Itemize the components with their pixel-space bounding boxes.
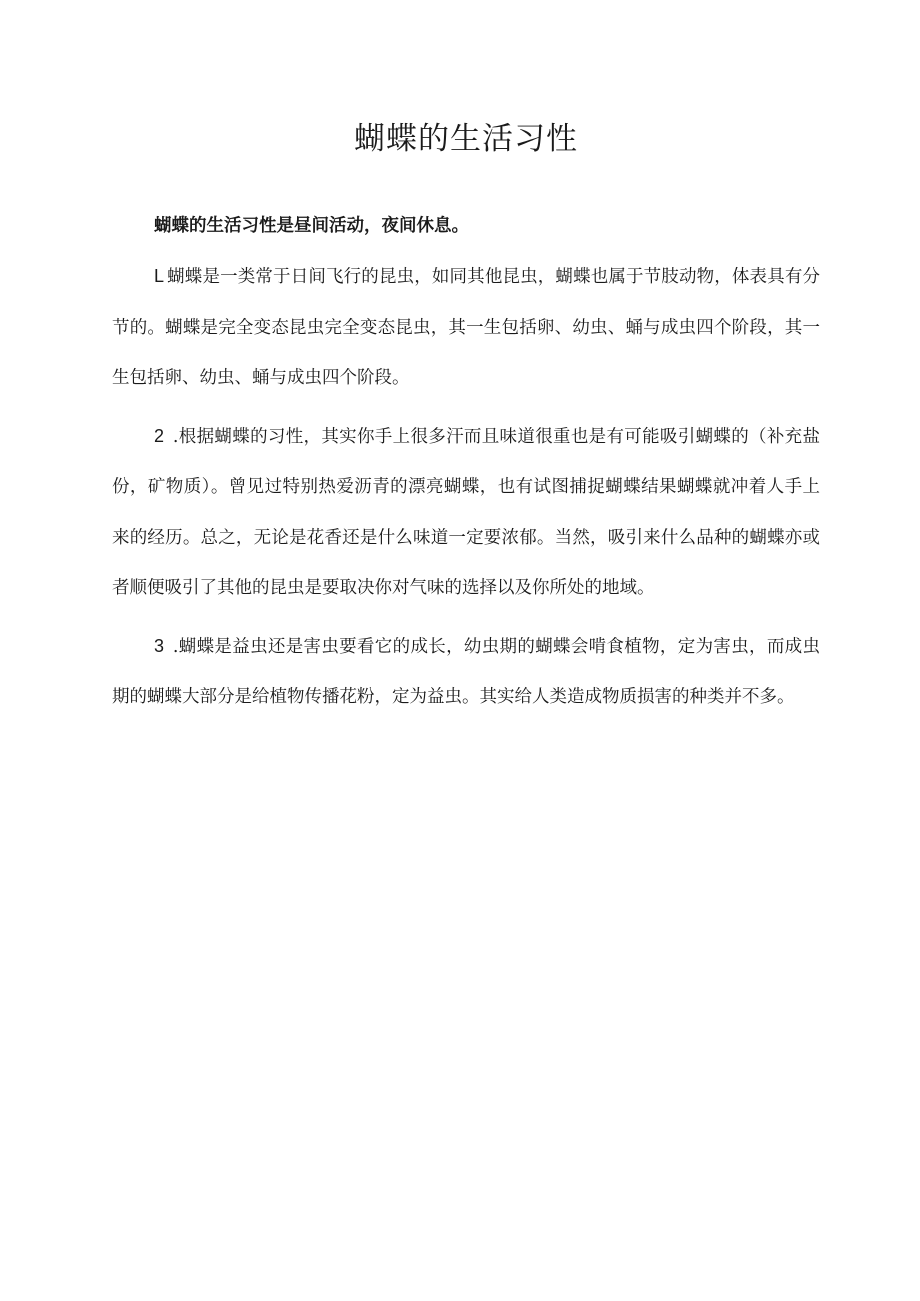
paragraph-1-text: 蝴蝶是一类常于日间飞行的昆虫，如同其他昆虫，蝴蝶也属于节肢动物，体表具有分节的。蝴蝶是完全变态昆虫完全变态昆虫，其一生包括卵、幼虫、蛹与成虫四个阶段，其一生包括卵、幼虫、蛹与成虫四个阶段。	[112, 267, 820, 388]
paragraph-3-text: .蝴蝶是益虫还是害虫要看它的成长，幼虫期的蝴蝶会啃食植物，定为害虫，而成虫期的蝴蝶大部分是给植物传播花粉，定为益虫。其实给人类造成物质损害的种类并不多。	[112, 636, 820, 707]
paragraph-2-text: .根据蝴蝶的习性，其实你手上很多汗而且味道很重也是有可能吸引蝴蝶的（补充盐份，矿物质）。曾见过特别热爱沥青的漂亮蝴蝶，也有试图捕捉蝴蝶结果蝴蝶就冲着人手上来的经历。总之，无论是花香还是什么味道一定要浓郁。当然，吸引来什么品种的蝴蝶亦或者顺便吸引了其他的昆虫是要取决你对气味的选择以及你所处的地域。	[112, 426, 820, 598]
paragraph-1-marker: L	[154, 266, 165, 286]
paragraph-2	[112, 411, 820, 614]
paragraph-3	[112, 621, 820, 723]
paragraph-3-marker: 3	[154, 635, 165, 656]
document-page	[112, 112, 820, 723]
page-title: 蝴蝶的生活习性	[354, 121, 578, 157]
lead-sentence: 蝴蝶的生活习性是昼间活动，夜间休息。	[154, 216, 469, 236]
paragraph-1	[112, 251, 820, 404]
paragraph-2-marker: 2	[154, 425, 165, 446]
